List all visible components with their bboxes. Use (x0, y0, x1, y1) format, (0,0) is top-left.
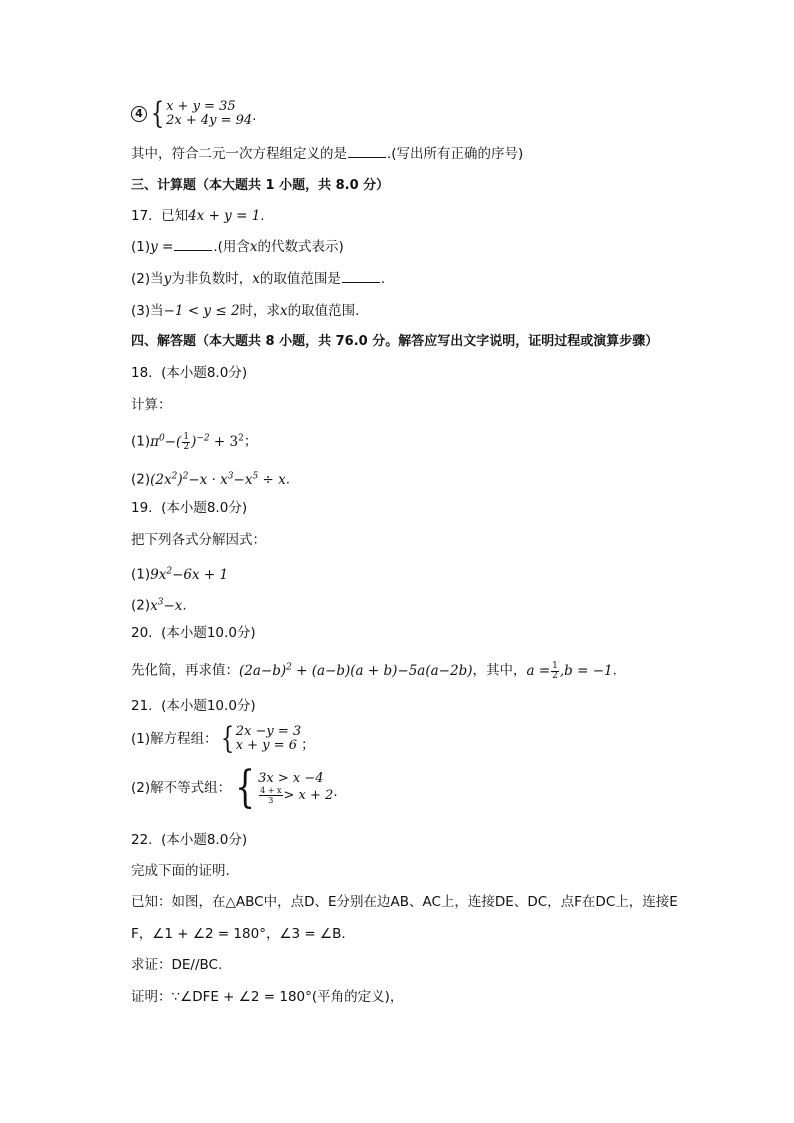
q19-part1: $(1)9x^2-6x + 1$ (131, 566, 229, 583)
q19-part2: $(2)x^3-x$. (131, 597, 187, 614)
q22-proof-line1: 证明：∵∠DFE + ∠2 = 180°(平角的定义)， (131, 989, 404, 1005)
left-brace-icon: { (150, 96, 165, 131)
q18-part2: $(2)(2x^2)^2-x \cdot x^3-x^5 \div x$. (131, 471, 290, 488)
q20-header: 20. (本小题10.0分) (131, 625, 256, 641)
q17-stem: 17. 已知4x + y = 1. (131, 208, 265, 224)
q22-instruction: 完成下面的证明. (131, 863, 230, 879)
q17-part1: (1)y = .(用含x的代数式表示) (131, 239, 344, 255)
q17-part2: (2)当y为非负数时，x的取值范围是 . (131, 271, 386, 287)
q17-part3: (3)当−1 < y ≤ 2时，求x的取值范围. (131, 303, 360, 319)
item4-eq1: x + y = 35 (166, 99, 236, 114)
q21-part1: (1)解方程组： { 2x −y = 3 x + y = 6 ； (131, 721, 315, 756)
q17-blank-2[interactable] (342, 270, 380, 283)
q18-part1: $(1)\pi^0-$( $\frac{1}{2}$ )$^{-2} + 3^2$； (131, 431, 258, 452)
q18-header: 18. (本小题8.0分) (131, 365, 248, 381)
answer-blank[interactable] (348, 145, 386, 158)
left-brace-icon: { (220, 721, 234, 756)
q20-body: 先化简，再求值：$(2a-b)^2 + (a-b)(a + b)-5a(a-2b)$，其中，a = $\frac{1}{2}$ ,b = −1. (131, 660, 617, 681)
q22-header: 22. (本小题8.0分) (131, 832, 248, 848)
item4-system: 4 { x + y = 35 2x + 4y = 94 · (131, 99, 256, 129)
q22-prove: 求证：DE//BC. (131, 957, 223, 973)
q19-instruction: 把下列各式分解因式： (131, 532, 266, 548)
q21-part2: (2)解不等式组： { 3x > x −4 $\frac{4 + x}{3}$ > x + 2 · (131, 762, 338, 813)
q21-header: 21. (本小题10.0分) (131, 698, 256, 714)
q19-header: 19. (本小题8.0分) (131, 500, 248, 516)
prompt-question: 其中，符合二元一次方程组定义的是 .(写出所有正确的序号) (131, 146, 524, 162)
item4-marker: 4 (131, 106, 147, 122)
q22-given-line1: 已知：如图，在△ABC中，点D、E分别在边AB、AC上，连接DE、DC，点F在DC上，连接E (131, 894, 678, 910)
q22-given-line2: F，∠1 + ∠2 = 180°，∠3 = ∠B. (131, 926, 346, 942)
q17-blank-1[interactable] (174, 238, 212, 251)
section-3-title: 三、计算题（本大题共 1 小题，共 8.0 分） (131, 178, 390, 193)
item4-eq2: 2x + 4y = 94 (166, 113, 253, 128)
left-brace-icon: { (235, 762, 255, 813)
q18-instruction: 计算： (131, 397, 172, 413)
section-4-title: 四、解答题（本大题共 8 小题，共 76.0 分。解答应写出文字说明，证明过程或演算步骤） (131, 334, 659, 349)
